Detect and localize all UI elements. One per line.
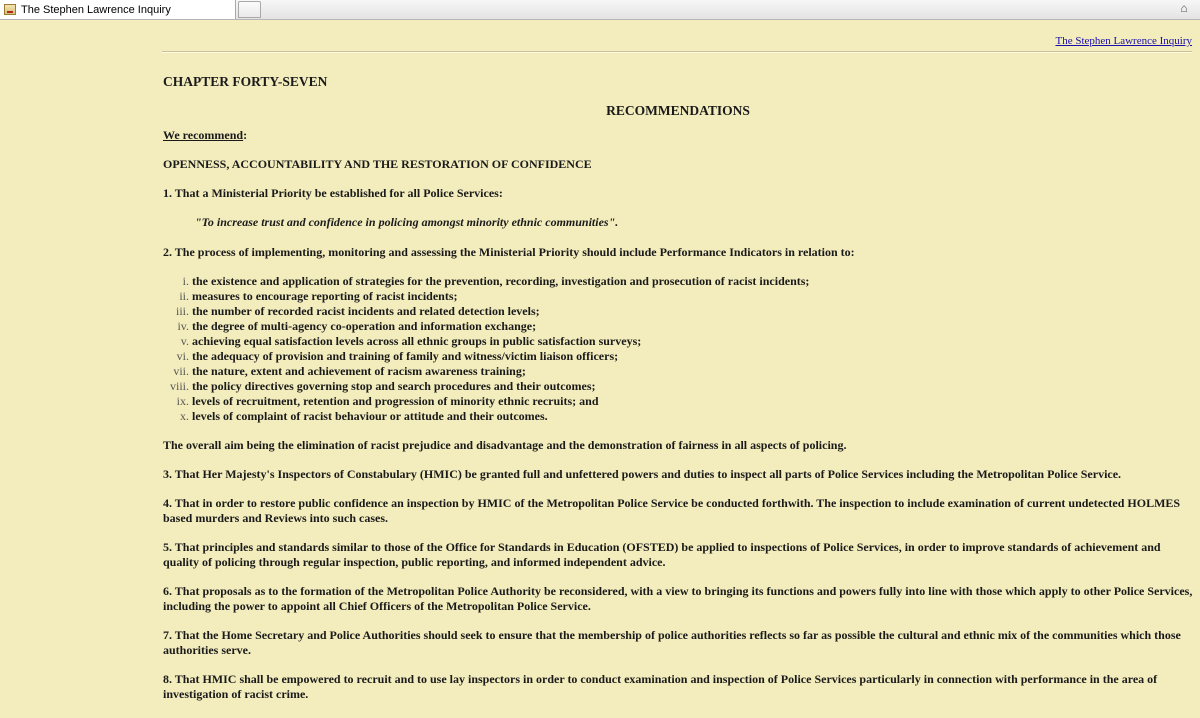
new-tab-button[interactable] xyxy=(238,1,261,18)
indicator-item xyxy=(163,334,1193,349)
ministerial-priority-quote: "To increase trust and confidence in policing amongst minority ethnic communities". xyxy=(195,215,619,229)
recommendation-4: 4. That in order to restore public confidence an inspection by HMIC of the Metropolitan Police Service be conducted forthwith. The inspection to include examination of current undetected HOLMES based murders and Reviews into such cases. xyxy=(163,496,1181,525)
indicator-text: the existence and application of strategies for the prevention, recording, investigation and prosecution of racist incidents; xyxy=(192,274,810,288)
recommendation-3: 3. That Her Majesty's Inspectors of Constabulary (HMIC) be granted full and unfettered powers and duties to inspect all parts of Police Services including the Metropolitan Police Service. xyxy=(163,467,1122,481)
tab-title: The Stephen Lawrence Inquiry xyxy=(21,3,171,16)
section-heading: OPENNESS, ACCOUNTABILITY AND THE RESTORATION OF CONFIDENCE xyxy=(163,157,592,171)
indicator-number: ix. xyxy=(176,394,189,408)
indicator-text: the number of recorded racist incidents and related detection levels; xyxy=(192,304,540,318)
we-recommend-text: We recommend xyxy=(163,128,244,142)
indicator-item xyxy=(163,394,1193,409)
recommendation-1: 1. That a Ministerial Priority be established for all Police Services: xyxy=(163,186,503,200)
indicator-item xyxy=(163,349,1193,364)
indicator-item xyxy=(163,289,1193,304)
indicator-text: the policy directives governing stop and search procedures and their outcomes; xyxy=(192,379,596,393)
performance-indicators-list xyxy=(163,274,1193,424)
page-title: RECOMMENDATIONS xyxy=(606,103,750,118)
horizontal-divider xyxy=(162,51,1192,53)
document-body xyxy=(163,74,1193,716)
we-recommend-colon: : xyxy=(243,128,248,142)
indicator-number: iii. xyxy=(175,304,189,318)
indicator-item xyxy=(163,364,1193,379)
recommendation-2: 2. The process of implementing, monitoring and assessing the Ministerial Priority should include Performance Indicators in relation to: xyxy=(163,245,855,259)
indicator-number: iv. xyxy=(177,319,189,333)
inquiry-home-link[interactable]: The Stephen Lawrence Inquiry xyxy=(1055,35,1192,47)
indicator-number: x. xyxy=(180,409,189,423)
indicator-number: vi. xyxy=(176,349,189,363)
browser-tab-bar xyxy=(0,0,1200,20)
we-recommend-line xyxy=(163,128,1193,143)
indicator-number: vii. xyxy=(173,364,189,378)
indicator-text: the nature, extent and achievement of racism awareness training; xyxy=(192,364,526,378)
recommendation-7: 7. That the Home Secretary and Police Authorities should seek to ensure that the membership of police authorities reflects so far as possible the cultural and ethnic mix of the communities which those authorities serve. xyxy=(163,628,1181,657)
indicator-item xyxy=(163,319,1193,334)
indicator-text: the adequacy of provision and training of family and witness/victim liaison officers; xyxy=(192,349,619,363)
indicator-item xyxy=(163,409,1193,424)
indicator-text: achieving equal satisfaction levels across all ethnic groups in public satisfaction surveys; xyxy=(192,334,642,348)
indicator-number: viii. xyxy=(169,379,189,393)
recommendation-6: 6. That proposals as to the formation of the Metropolitan Police Authority be reconsidered, with a view to bringing its functions and powers fully into line with those which apply to other Police Services, including the power to appoint all Chief Officers of the Metropolitan Police Service. xyxy=(163,584,1193,613)
chapter-heading: CHAPTER FORTY-SEVEN xyxy=(163,74,328,89)
indicator-item xyxy=(163,379,1193,394)
indicator-number: v. xyxy=(180,334,189,348)
recommendation-5: 5. That principles and standards similar to those of the Office for Standards in Education (OFSTED) be applied to inspections of Police Services, in order to improve standards of achievement and quality of policing through regular inspection, public reporting, and informed independent advice. xyxy=(163,540,1161,569)
favicon-icon xyxy=(4,4,16,15)
indicator-text: the degree of multi-agency co-operation and information exchange; xyxy=(192,319,537,333)
indicator-text: levels of complaint of racist behaviour or attitude and their outcomes. xyxy=(192,409,548,423)
indicator-text: measures to encourage reporting of racist incidents; xyxy=(192,289,458,303)
indicator-number: i. xyxy=(182,274,189,288)
indicator-number: ii. xyxy=(179,289,189,303)
indicator-text: levels of recruitment, retention and progression of minority ethnic recruits; and xyxy=(192,394,599,408)
home-icon[interactable]: ⌂ xyxy=(1180,1,1188,15)
indicator-item xyxy=(163,304,1193,319)
overall-aim: The overall aim being the elimination of racist prejudice and disadvantage and the demonstration of fairness in all aspects of policing. xyxy=(163,438,847,452)
indicator-item xyxy=(163,274,1193,289)
recommendation-8: 8. That HMIC shall be empowered to recruit and to use lay inspectors in order to conduct examination and inspection of Police Services particularly in connection with performance in the area of investigation of racist crime. xyxy=(163,672,1158,701)
browser-tab[interactable] xyxy=(0,0,236,19)
